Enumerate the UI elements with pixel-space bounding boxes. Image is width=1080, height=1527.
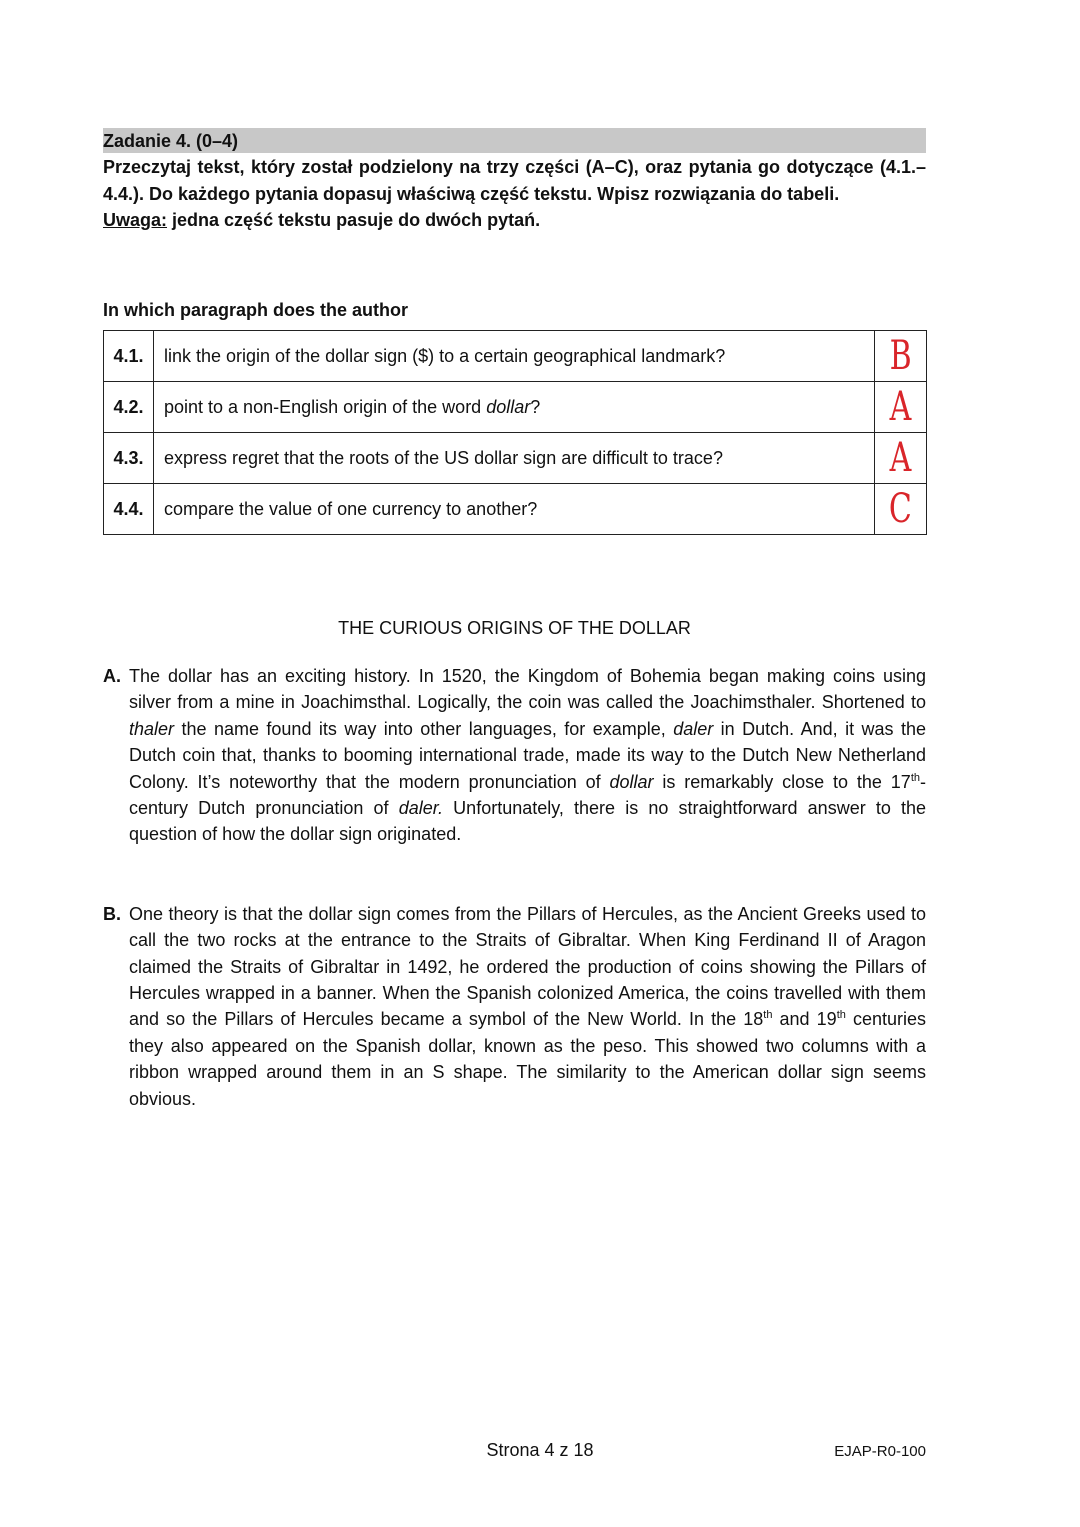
question-text [154,484,875,535]
question-text-part: point to a non-English origin of the word [164,396,487,417]
note-text: jedna część tekstu pasuje do dwóch pytań. [167,210,541,230]
question-text [154,382,875,433]
question-text-part: express regret that the roots of the US dollar sign are difficult to trace? [164,447,723,468]
article-title: THE CURIOUS ORIGINS OF THE DOLLAR [338,618,691,638]
superscript: th [836,1009,846,1022]
answer-cell[interactable] [875,484,927,535]
paragraph-text: in Dutch. And, it was the Dutch coin that, thanks to booming international trade, made its way to the Dutch New Netherland Colony. It’s noteworthy that the modern pronunciation of [129,718,927,792]
table-row [104,382,927,433]
task-note [103,207,926,233]
answer-cell[interactable] [875,382,927,433]
question-number: 4.2. [104,382,154,433]
paragraph-text: the name found its way into other languages, for example, [174,718,674,739]
table-row [104,331,927,382]
questions-intro: In which paragraph does the author [103,300,409,320]
paragraph-italic: dollar [609,771,654,792]
handwritten-answer: A [889,384,912,430]
paragraph-text: centuries they also appeared on the Spanish dollar, known as the peso. This showed two columns with a ribbon wrapped around them in an S shape. The similarity to the American dollar sign seems obvious. [129,1009,926,1109]
answer-cell[interactable] [875,433,927,484]
handwritten-answer: B [889,333,912,379]
exam-page [103,128,926,1112]
paragraph-text: is remarkably close to the 17 [653,771,911,792]
exam-code: EJAP-R0-100 [834,1443,926,1460]
superscript: th [910,771,920,784]
paragraph-text: Unfortunately, there is no straightforward answer to the question of how the dollar sign originated. [129,798,926,845]
paragraph-letter: A. [103,666,121,686]
handwritten-answer: A [889,435,912,481]
answer-cell[interactable] [875,331,927,382]
paragraph-letter: B. [103,903,121,924]
question-number: 4.1. [104,331,154,382]
question-text [154,433,875,484]
handwritten-answer: C [889,486,912,532]
question-text-part: ? [530,396,541,417]
question-number: 4.4. [104,484,154,535]
paragraph-italic: daler. [398,798,444,819]
superscript: th [763,1009,773,1022]
table-row [104,484,927,535]
task-instructions: Przeczytaj tekst, który został podzielony na trzy części (A–C), oraz pytania go dotyczące (4.1.–4.4.). Do każdego pytania dopasuj właściwą część tekstu. Wpisz rozwiązania do tabeli. [103,157,926,204]
paragraph-text: -century Dutch pronunciation of [129,771,926,819]
table-row [104,433,927,484]
paragraph-b [103,901,926,1112]
question-text-italic: dollar [486,396,531,417]
paragraph-italic: daler [673,718,714,739]
page-number: Strona 4 z 18 [486,1440,594,1460]
question-text-part: link the origin of the dollar sign ($) to a certain geographical landmark? [164,345,726,366]
task-header: Zadanie 4. (0–4) [103,128,926,153]
questions-table [103,330,927,535]
note-label: Uwaga: [103,210,168,230]
question-text-part: compare the value of one currency to another? [164,498,538,519]
question-text [154,331,875,382]
paragraph-text: One theory is that the dollar sign comes from the Pillars of Hercules, as the Ancient Greeks used to call the two rocks at the entrance to the Straits of Gibraltar. When King Ferdinand II of Aragon claimed the Straits of Gibraltar in 1492, he ordered the production of coins showing the Pillars of Hercules wrapped in a banner. When the Spanish colonized America, the coins travelled with them and so the Pillars of Hercules became a symbol of the New World. In the 18 [129,903,926,1030]
paragraph-text: The dollar has an exciting history. In 1520, the Kingdom of Bohemia began making coins using silver from a mine in Joachimsthal. Logically, the coin was called the Joachimsthaler. Shortened to [129,666,926,713]
question-number: 4.3. [104,433,154,484]
paragraph-text: and 19 [772,1009,837,1030]
paragraph-italic: thaler [129,718,175,739]
paragraph-a [103,663,926,848]
